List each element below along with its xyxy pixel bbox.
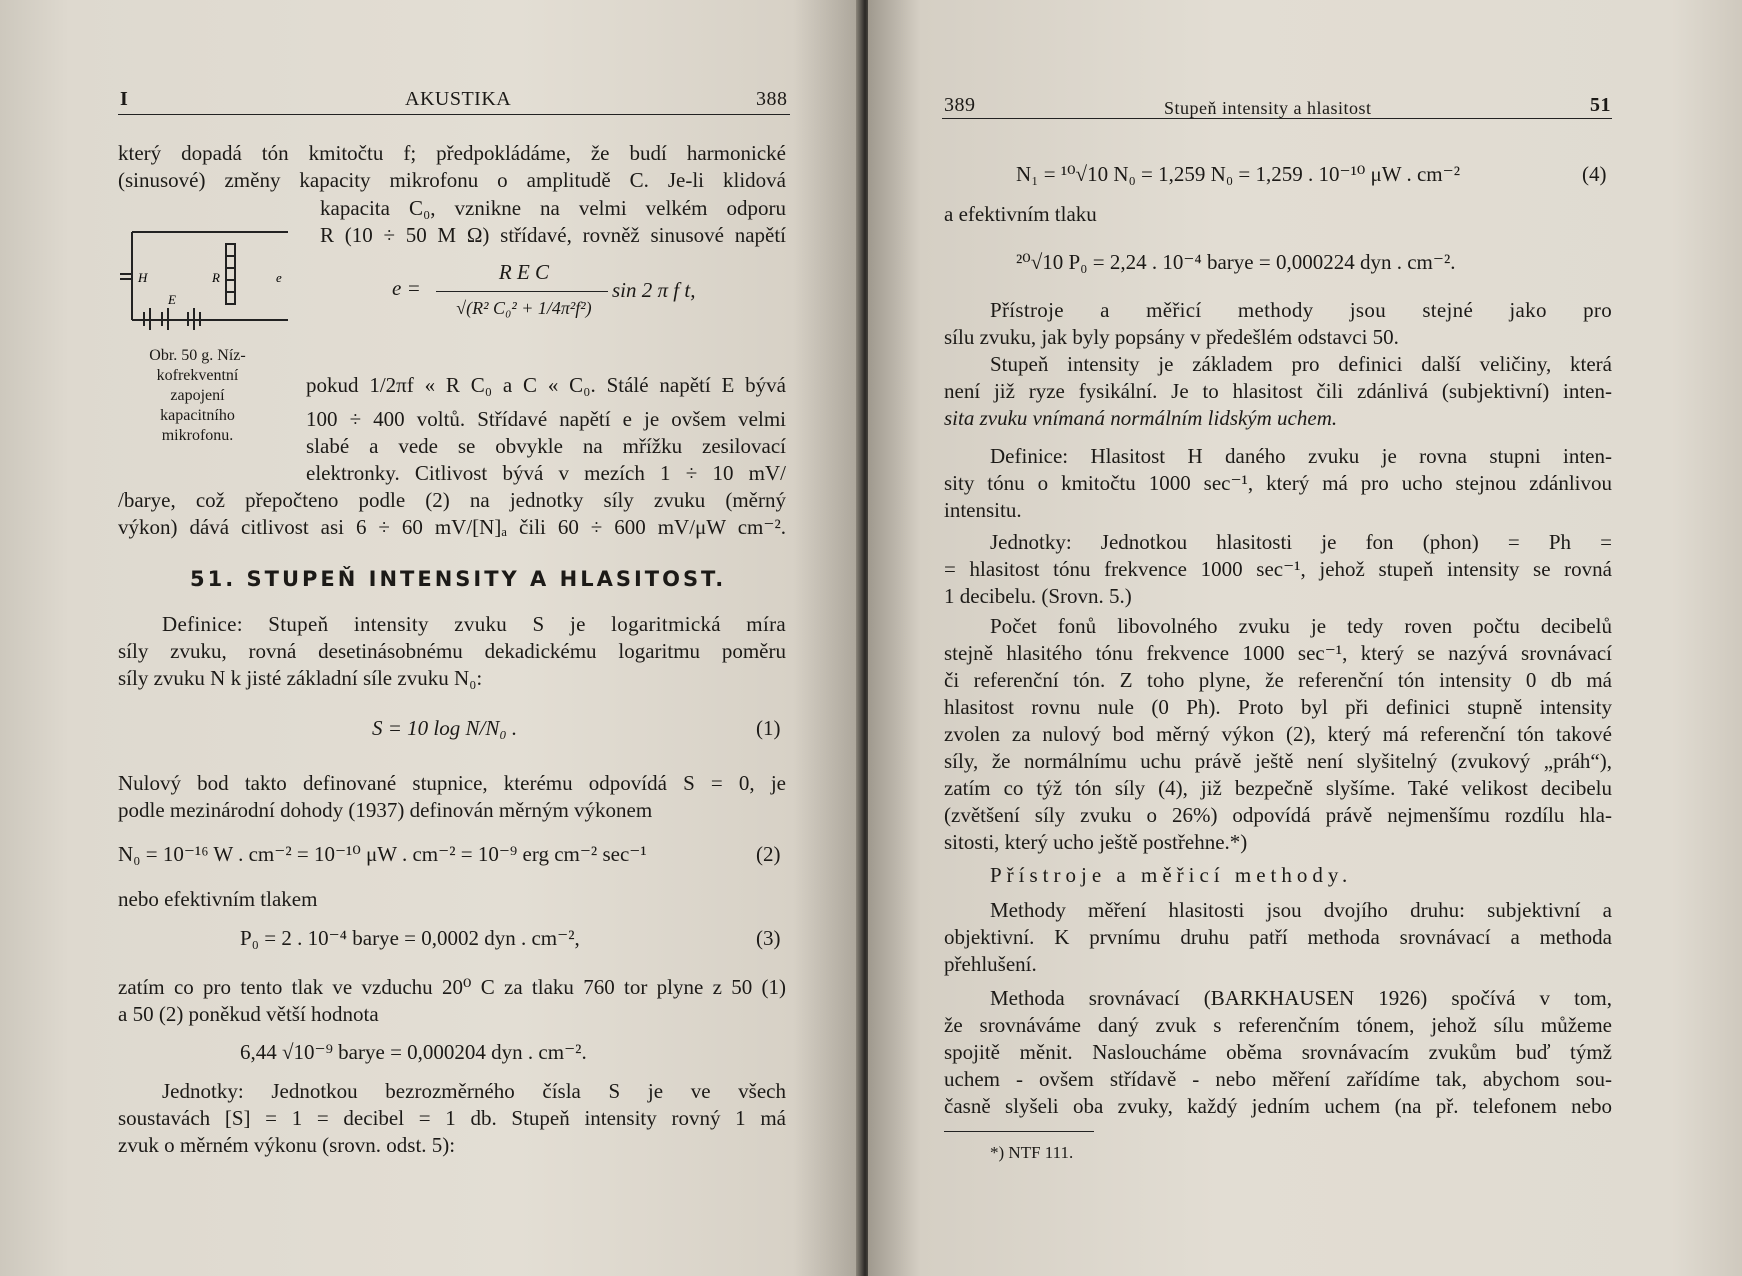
text-line: zvolen za nulový bod měrný výkon (2), který má referenční tón takové — [944, 722, 1612, 746]
text-line: Definice: Hlasitost H daného zvuku je rovna stupni inten- — [990, 444, 1612, 468]
text-line: Methoda srovnávací (BARKHAUSEN 1926) spočívá v tom, — [990, 986, 1612, 1010]
equation-4-number: (4) — [1582, 162, 1607, 186]
definition-line: síly zvuku, rovná desetinásobnému dekadickému logaritmu poměru — [118, 639, 786, 663]
caption-line: kofrekventní — [156, 367, 239, 384]
text-line: intensitu. — [944, 498, 1022, 522]
caption-line: mikrofonu. — [161, 427, 234, 444]
label-e-upper: E — [168, 292, 176, 307]
text-line: (zvětšení síly zvuku o 26%) odpovídá právě nejmenšímu rozdílu hla- — [944, 803, 1612, 827]
text-line: výkon) dává citlivost asi 6 ÷ 60 mV/[N]ₐ čili 60 ÷ 600 mV/μW cm⁻². — [118, 515, 786, 539]
text-line: R (10 ÷ 50 M Ω) střídavé, rovněž sinusové napětí — [320, 223, 786, 247]
equation-2-number: (2) — [756, 842, 781, 866]
equation-1: S = 10 log N/N₀ . — [372, 716, 518, 740]
text-line: Nulový bod takto definované stupnice, kterému odpovídá S = 0, je — [118, 771, 786, 795]
text-line: Počet fonů libovolného zvuku je tedy roven počtu decibelů — [990, 614, 1612, 638]
left-page — [0, 0, 862, 1276]
text-line: pokud 1/2πf « R C₀ a C « C₀. Stálé napětí E bývá — [306, 373, 786, 397]
text-line: síly, že normálnímu uchu právě ještě není slyšitelný (zvukový „práh“), — [944, 749, 1612, 773]
text-line: /barye, což přepočteno podle (2) na jednotky síly zvuku (měrný — [118, 488, 786, 512]
equation-e-denominator: √(R² C₀² + 1/4π²f²) — [456, 298, 592, 318]
text-line: Přístroje a měřicí methody. — [990, 863, 1353, 887]
text-line: hlasitost rovnu nule (0 Ph). Proto byl při definici stupně intensity — [944, 695, 1612, 719]
label-r: R — [212, 270, 220, 285]
running-title: AKUSTIKA — [405, 88, 512, 110]
caption-line: Obr. 50 g. Níz- — [149, 347, 246, 364]
units-line: Jednotky: Jednotkou bezrozměrného čísla S je ve všech — [162, 1079, 786, 1103]
equation-e-lhs: e = — [392, 276, 421, 300]
text-line: není již ryze fysikální. Je to hlasitost čili zdánlivá (subjektivní) inten- — [944, 379, 1612, 403]
text-line: (sinusové) změny kapacity mikrofonu o amplitudě C. Je-li klidová — [118, 168, 786, 192]
text-line: = hlasitost tónu frekvence 1000 sec⁻¹, jehož stupeň intensity se rovná — [944, 557, 1612, 581]
text-line: a 50 (2) poněkud větší hodnota — [118, 1002, 379, 1026]
text-line: který dopadá tón kmitočtu f; předpokládáme, že budí harmonické — [118, 141, 786, 165]
chapter-number: I — [120, 88, 129, 110]
text-line: slabé a vede se obvykle na mřížku zesilovací — [306, 434, 786, 458]
equation-e-rhs: sin 2 π f t, — [612, 278, 696, 302]
equation-2: N₀ = 10⁻¹⁶ W . cm⁻² = 10⁻¹⁰ μW . cm⁻² = 10⁻⁹ erg cm⁻² sec⁻¹ — [118, 842, 647, 866]
text-line: a efektivním tlaku — [944, 202, 1097, 226]
text-line: spojitě měnit. Nasloucháme oběma srovnávacím zvukům buď týmž — [944, 1040, 1612, 1064]
text-line: Přístroje a měřicí methody jsou stejné jako pro — [990, 298, 1612, 322]
equation-value: 6,44 √10⁻⁹ barye = 0,000204 dyn . cm⁻². — [240, 1040, 587, 1064]
page-number: 388 — [756, 88, 788, 110]
definition-line: Definice: Stupeň intensity zvuku S je logaritmická míra — [162, 612, 786, 636]
page-number: 389 — [944, 94, 976, 116]
units-line: soustavách [S] = 1 = decibel = 1 db. Stupeň intensity rovný 1 má — [118, 1106, 786, 1130]
header-rule — [942, 118, 1612, 119]
equation-4: N₁ = ¹⁰√10 N₀ = 1,259 N₀ = 1,259 . 10⁻¹⁰ μW . cm⁻² — [1016, 162, 1461, 186]
text-line: sílu zvuku, jak byly popsány v předešlém odstavci 50. — [944, 325, 1399, 349]
text-line: elektronky. Citlivost bývá v mezích 1 ÷ 10 mV/ — [306, 461, 786, 485]
text-line: zatím co pro tento tlak ve vzduchu 20⁰ C za tlaku 760 tor plyne z 50 (1) — [118, 975, 786, 999]
figure-caption — [135, 346, 260, 446]
text-line: že srovnáváme daný zvuk s referenčním tónem, jehož sílu můžeme — [944, 1013, 1612, 1037]
label-h: H — [138, 270, 148, 285]
text-line: podle mezinárodní dohody (1937) definován měrným výkonem — [118, 798, 653, 822]
text-line: Jednotky: Jednotkou hlasitosti je fon (phon) = Ph = — [990, 530, 1612, 554]
equation-1-number: (1) — [756, 716, 781, 740]
text-line: sita zvuku vnímaná normálním lidským uchem. — [944, 406, 1338, 430]
text-line: 1 decibelu. (Srovn. 5.) — [944, 584, 1132, 608]
chapter-number: 51 — [1590, 94, 1611, 116]
right-page — [868, 0, 1742, 1276]
text-line: sitosti, který ucho ještě postřehne.*) — [944, 830, 1248, 854]
text-line: uchem - ovšem střídavě - nebo měření zařídíme tak, abychom sou- — [944, 1067, 1612, 1091]
equation-3: P₀ = 2 . 10⁻⁴ barye = 0,0002 dyn . cm⁻², — [240, 926, 580, 950]
text-line: nebo efektivním tlakem — [118, 887, 318, 911]
text-line: časně slyšeli oba zvuky, každý jedním uchem (na př. telefonem nebo — [944, 1094, 1612, 1118]
text-line: objektivní. K prvnímu druhu patří methoda srovnávací a methoda — [944, 925, 1612, 949]
fraction-bar — [436, 291, 608, 292]
text-line: Methody měření hlasitosti jsou dvojího druhu: subjektivní a — [990, 898, 1612, 922]
footnote: *) NTF 111. — [990, 1143, 1074, 1162]
equation-e-numerator: R E C — [498, 260, 550, 284]
running-title: Stupeň intensity a hlasitost — [1164, 98, 1372, 118]
circuit-diagram — [118, 226, 293, 334]
text-line: sity tónu o kmitočtu 1000 sec⁻¹, který má pro ucho stejnou zdánlivou — [944, 471, 1612, 495]
section-heading: 51. STUPEŇ INTENSITY A HLASITOST. — [190, 567, 727, 591]
text-line: stejně hlasitého tónu frekvence 1000 sec⁻¹, který se nazývá srovnávací — [944, 641, 1612, 665]
text-line: Stupeň intensity je základem pro definici další veličiny, která — [990, 352, 1612, 376]
equation-5: ²⁰√10 P₀ = 2,24 . 10⁻⁴ barye = 0,000224 dyn . cm⁻². — [1016, 250, 1456, 274]
caption-line: zapojení — [170, 387, 225, 404]
definition-line: síly zvuku N k jisté základní síle zvuku N₀: — [118, 666, 483, 690]
text-line: 100 ÷ 400 voltů. Střídavé napětí e je ovšem velmi — [306, 407, 786, 431]
text-line: kapacita C₀, vznikne na velmi velkém odporu — [320, 196, 786, 220]
footnote-rule — [944, 1131, 1094, 1132]
label-e-lower: e — [276, 270, 282, 285]
text-line: přehlušení. — [944, 952, 1037, 976]
equation-3-number: (3) — [756, 926, 781, 950]
text-line: či referenční tón. Z toho plyne, že referenční tón intensity 0 db má — [944, 668, 1612, 692]
caption-line: kapacitního — [160, 407, 235, 424]
header-rule — [118, 114, 790, 115]
units-line: zvuk o měrném výkonu (srovn. odst. 5): — [118, 1133, 456, 1157]
text-line: zatím co týž tón síly (4), již bezpečně slyšíme. Také velikost decibelu — [944, 776, 1612, 800]
